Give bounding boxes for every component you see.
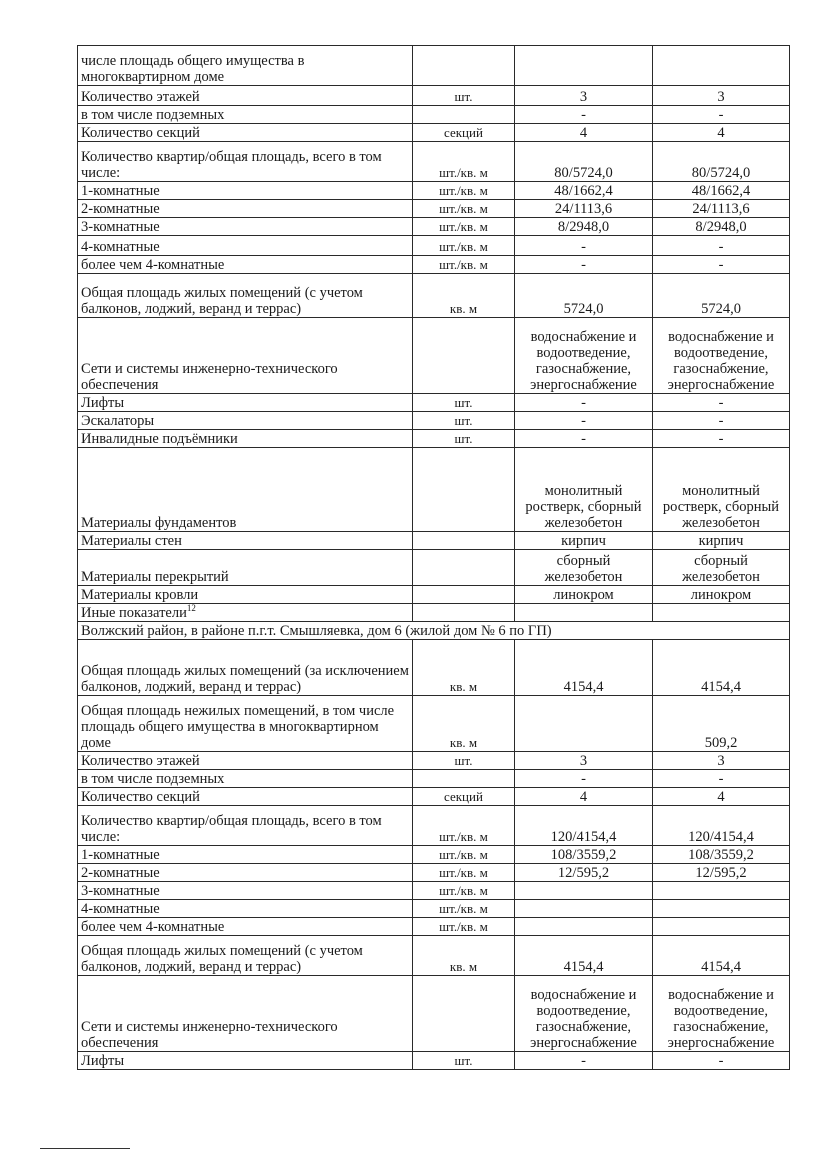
table-row [78,256,790,274]
row-value-project [515,882,653,900]
table-row [78,106,790,124]
footnote-ref: 12 [186,603,196,614]
row-label-text: более чем 4-комнатные [81,919,225,935]
row-unit [413,318,515,394]
row-unit: шт./кв. м [413,864,515,882]
row-label-text: в том числе подземных [81,771,225,787]
row-value-actual: 120/4154,4 [653,806,790,846]
row-unit: шт. [413,86,515,106]
row-value-actual: - [653,394,790,412]
row-label [78,936,413,976]
row-unit: шт./кв. м [413,182,515,200]
table-row [78,46,790,86]
row-label-text: Иные показатели [81,605,187,621]
row-value-project: - [515,430,653,448]
row-label [78,182,413,200]
row-value-project: 4 [515,788,653,806]
row-label [78,448,413,532]
row-unit: кв. м [413,640,515,696]
section-title: Волжский район, в районе п.г.т. Смышляевка, дом 6 (жилой дом № 6 по ГП) [78,622,790,640]
row-value-actual: кирпич [653,532,790,550]
row-unit [413,770,515,788]
row-label [78,236,413,256]
table-row [78,200,790,218]
row-label-text: более чем 4-комнатные [81,257,225,273]
row-unit: шт./кв. м [413,900,515,918]
table-row [78,864,790,882]
row-unit [413,976,515,1052]
table-row [78,318,790,394]
row-value-project: 4 [515,124,653,142]
row-label [78,274,413,318]
building-characteristics-table [77,45,790,1070]
row-value-project [515,46,653,86]
row-label-text: 3-комнатные [81,883,160,899]
table-row [78,586,790,604]
row-label-text: Общая площадь жилых помещений (с учетом балконов, лоджий, веранд и террас) [81,285,363,317]
row-value-project: 3 [515,752,653,770]
row-label [78,918,413,936]
row-unit [413,586,515,604]
row-value-actual: - [653,412,790,430]
row-value-project: 120/4154,4 [515,806,653,846]
row-label [78,124,413,142]
row-unit: шт./кв. м [413,256,515,274]
row-value-actual: 3 [653,752,790,770]
row-value-project: - [515,1052,653,1070]
row-label-text: Материалы перекрытий [81,569,229,585]
row-label [78,318,413,394]
row-label-text: Количество квартир/общая площадь, всего в том числе: [81,813,382,845]
table-row [78,142,790,182]
row-label [78,218,413,236]
row-value-project: 48/1662,4 [515,182,653,200]
row-value-actual: 4154,4 [653,936,790,976]
table-row [78,550,790,586]
row-unit: кв. м [413,936,515,976]
row-value-project: 8/2948,0 [515,218,653,236]
row-label [78,770,413,788]
row-label-text: Количество секций [81,789,200,805]
row-value-actual: 12/595,2 [653,864,790,882]
row-value-actual: - [653,430,790,448]
row-value-actual [653,900,790,918]
row-label [78,430,413,448]
row-unit: шт./кв. м [413,918,515,936]
row-unit: кв. м [413,274,515,318]
row-value-actual: линокром [653,586,790,604]
row-label [78,412,413,430]
row-label-text: Лифты [81,395,125,411]
table-row [78,274,790,318]
row-value-project: водоснабжение и водоотведение, газоснабжение, энергоснабжение [515,976,653,1052]
row-unit: шт./кв. м [413,142,515,182]
row-value-actual [653,604,790,622]
row-value-actual: 4 [653,788,790,806]
table-row [78,182,790,200]
row-label [78,106,413,124]
row-value-project: линокром [515,586,653,604]
row-value-project: водоснабжение и водоотведение, газоснабжение, энергоснабжение [515,318,653,394]
row-label-text: Общая площадь нежилых помещений, в том числе площадь общего имущества в многоквартирном доме [81,703,395,751]
table-row [78,806,790,846]
table-row [78,788,790,806]
row-label [78,1052,413,1070]
row-label-text: Лифты [81,1053,125,1069]
row-label [78,976,413,1052]
row-label-text: Общая площадь жилых помещений (за исключением балконов, лоджий, веранд и террас) [81,663,409,695]
row-value-actual [653,882,790,900]
row-unit: шт. [413,430,515,448]
table-row [78,640,790,696]
row-unit: шт. [413,394,515,412]
row-value-actual: 48/1662,4 [653,182,790,200]
table-row [78,430,790,448]
row-value-actual: - [653,770,790,788]
table-row [78,236,790,256]
row-label [78,864,413,882]
row-value-project [515,696,653,752]
row-label-text: Количество этажей [81,89,200,105]
row-value-actual: - [653,236,790,256]
row-label [78,846,413,864]
row-unit [413,604,515,622]
row-label-text: Материалы стен [81,533,182,549]
row-label [78,640,413,696]
row-label-text: 4-комнатные [81,901,160,917]
row-unit: шт./кв. м [413,846,515,864]
row-unit: кв. м [413,696,515,752]
row-value-actual: монолитный ростверк, сборный железобетон [653,448,790,532]
table-row [78,412,790,430]
row-unit: шт. [413,412,515,430]
row-label-text: Материалы кровли [81,587,199,603]
row-label [78,550,413,586]
row-value-project: 12/595,2 [515,864,653,882]
row-value-project: 108/3559,2 [515,846,653,864]
row-value-project: - [515,106,653,124]
row-label [78,806,413,846]
table-row [78,846,790,864]
row-value-project: сборный железобетон [515,550,653,586]
row-label [78,900,413,918]
row-unit [413,550,515,586]
table-row [78,448,790,532]
row-value-actual: 4 [653,124,790,142]
section-header-row [78,622,790,640]
row-label-text: 1-комнатные [81,847,160,863]
row-unit [413,448,515,532]
table-row [78,900,790,918]
row-value-project: монолитный ростверк, сборный железобетон [515,448,653,532]
row-label [78,142,413,182]
row-value-actual: - [653,1052,790,1070]
row-label-text: Эскалаторы [81,413,155,429]
row-value-actual: 8/2948,0 [653,218,790,236]
row-label-text: Сети и системы инженерно-технического обеспечения [81,1019,338,1051]
row-value-project [515,604,653,622]
row-unit: шт./кв. м [413,236,515,256]
table-row [78,1052,790,1070]
row-value-actual [653,46,790,86]
row-label-text: Количество секций [81,125,200,141]
row-value-actual: 24/1113,6 [653,200,790,218]
row-label-text: 1-комнатные [81,183,160,199]
row-label [78,46,413,86]
row-label [78,86,413,106]
row-value-project: 5724,0 [515,274,653,318]
row-label [78,394,413,412]
row-label-text: 3-комнатные [81,219,160,235]
row-value-actual: сборный железобетон [653,550,790,586]
row-label-text: 2-комнатные [81,865,160,881]
row-unit [413,532,515,550]
row-value-actual: 5724,0 [653,274,790,318]
row-value-actual: 509,2 [653,696,790,752]
row-label-text: Сети и системы инженерно-технического обеспечения [81,361,338,393]
row-label-text: числе площадь общего имущества в многоквартирном доме [81,53,305,85]
row-label-text: Инвалидные подъёмники [81,431,238,447]
table-row [78,752,790,770]
table-row [78,124,790,142]
row-unit: шт. [413,752,515,770]
row-value-project: - [515,770,653,788]
row-value-actual [653,918,790,936]
row-value-project: - [515,412,653,430]
row-unit [413,46,515,86]
table-row [78,696,790,752]
row-label-text: 4-комнатные [81,239,160,255]
row-label [78,788,413,806]
row-value-actual: водоснабжение и водоотведение, газоснабжение, энергоснабжение [653,976,790,1052]
row-unit: шт./кв. м [413,218,515,236]
row-value-project: - [515,256,653,274]
row-label-text: в том числе подземных [81,107,225,123]
table-row [78,394,790,412]
row-value-project: 80/5724,0 [515,142,653,182]
table-row [78,532,790,550]
row-label [78,256,413,274]
row-value-actual: 80/5724,0 [653,142,790,182]
row-label [78,604,413,622]
row-label-text: 2-комнатные [81,201,160,217]
row-value-project: - [515,236,653,256]
row-value-project: - [515,394,653,412]
table-row [78,218,790,236]
row-unit: секций [413,124,515,142]
row-label [78,200,413,218]
row-unit: шт./кв. м [413,200,515,218]
row-value-actual: - [653,256,790,274]
table-row [78,918,790,936]
row-value-actual: водоснабжение и водоотведение, газоснабжение, энергоснабжение [653,318,790,394]
table-row [78,882,790,900]
footnote-separator [40,1148,130,1149]
row-value-actual: 4154,4 [653,640,790,696]
table-row [78,604,790,622]
row-value-project [515,918,653,936]
row-label-text: Количество этажей [81,753,200,769]
table-row [78,770,790,788]
row-label-text: Материалы фундаментов [81,515,237,531]
row-label [78,532,413,550]
row-value-project: 24/1113,6 [515,200,653,218]
row-unit: шт./кв. м [413,806,515,846]
row-label [78,696,413,752]
row-value-actual: - [653,106,790,124]
row-value-project: 4154,4 [515,936,653,976]
row-label [78,586,413,604]
row-value-project [515,900,653,918]
table-row [78,976,790,1052]
row-unit: шт./кв. м [413,882,515,900]
row-value-project: кирпич [515,532,653,550]
row-value-project: 3 [515,86,653,106]
row-label [78,752,413,770]
table-row [78,936,790,976]
row-unit: секций [413,788,515,806]
row-label-text: Количество квартир/общая площадь, всего в том числе: [81,149,382,181]
row-unit [413,106,515,124]
row-unit: шт. [413,1052,515,1070]
table-row [78,86,790,106]
row-value-actual: 108/3559,2 [653,846,790,864]
row-label-text: Общая площадь жилых помещений (с учетом балконов, лоджий, веранд и террас) [81,943,363,975]
row-label [78,882,413,900]
row-value-actual: 3 [653,86,790,106]
row-value-project: 4154,4 [515,640,653,696]
